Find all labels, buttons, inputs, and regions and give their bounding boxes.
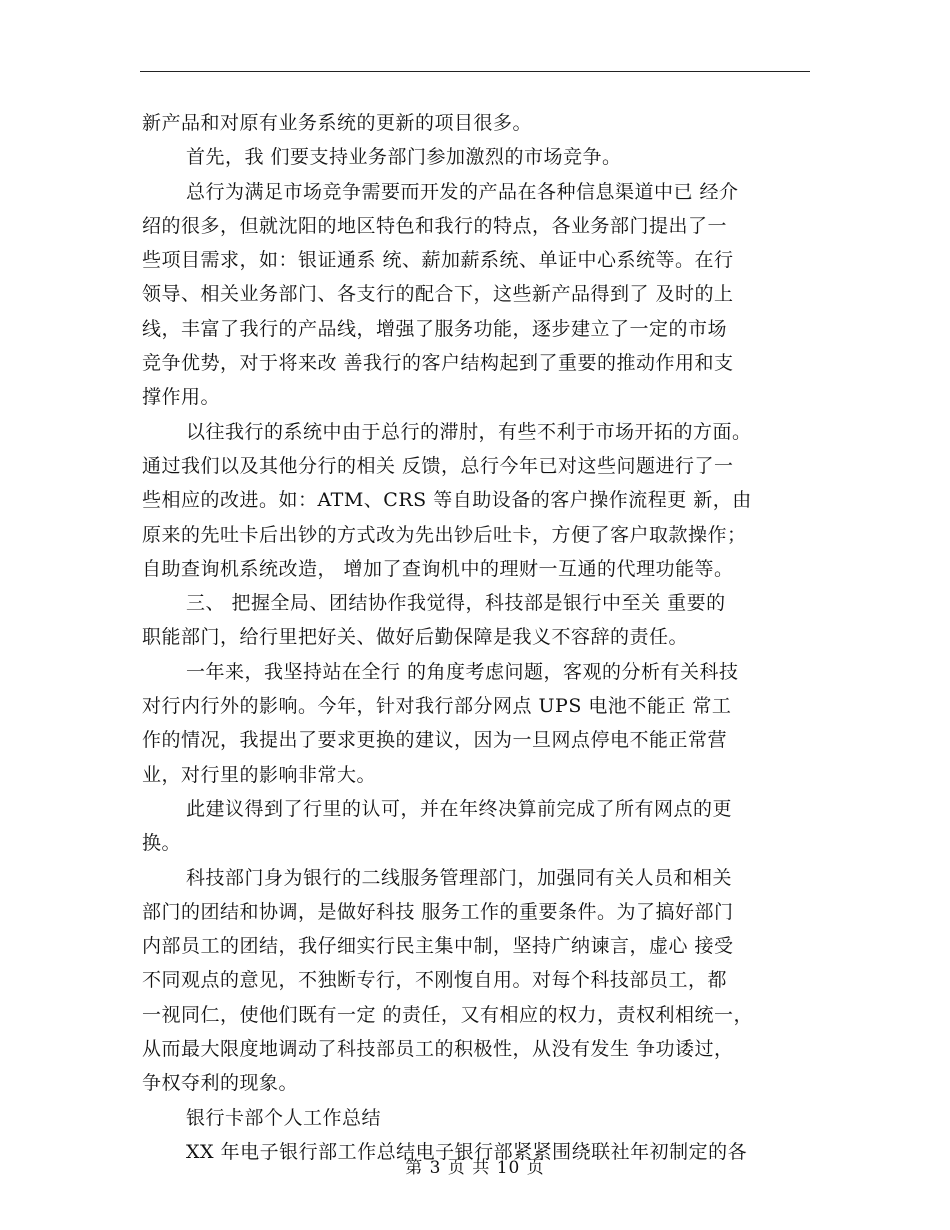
text-line: 业，对行里的影响非常大。 — [142, 763, 377, 786]
text-line: 不同观点的意见，不独断专行，不刚愎自用。对每个科技部员工，都 — [142, 969, 728, 992]
text-line: 从而最大限度地调动了科技部员工的积极性，从没有发生 争功诿过， — [142, 1038, 734, 1061]
text-line: 部门的团结和协调，是做好科技 服务工作的重要条件。为了搞好部门 — [142, 900, 734, 923]
text-line: 撑作用。 — [142, 386, 221, 409]
header-rule — [140, 71, 810, 72]
text-line: 总行为满足市场竞争需要而开发的产品在各种信息渠道中已 经介 — [186, 180, 739, 203]
text-line: 三、 把握全局、团结协作我觉得，科技部是银行中至关 重要的 — [186, 592, 726, 615]
text-line: 自助查询机系统改造， 增加了查询机中的理财一互通的代理功能等。 — [142, 557, 734, 580]
text-line: 作的情况，我提出了要求更换的建议，因为一旦网点停电不能正常营 — [142, 729, 728, 752]
text-line: 些项目需求，如：银证通系 统、薪加薪系统、单证中心系统等。在行 — [142, 249, 734, 272]
text-line: 对行内行外的影响。今年，针对我行部分网点 UPS 电池不能正 常工 — [142, 695, 732, 718]
text-line: 科技部门身为银行的二线服务管理部门，加强同有关人员和相关 — [186, 866, 733, 889]
text-line: 争权夺利的现象。 — [142, 1072, 299, 1095]
text-line: 一视同仁，使他们既有一定 的责任，又有相应的权力，责权利相统一， — [142, 1003, 754, 1026]
text-line: 原来的先吐卡后出钞的方式改为先出钞后吐卡，方便了客户取款操作； — [142, 523, 747, 546]
document-body — [142, 106, 812, 1169]
text-line: 些相应的改进。如：ATM、CRS 等自助设备的客户操作流程更 新，由 — [142, 489, 752, 512]
text-line: 首先，我 们要支持业务部门参加激烈的市场竞争。 — [186, 146, 622, 169]
text-line: 内部员工的团结，我仔细实行民主集中制，坚持广纳谏言，虚心 接受 — [142, 935, 734, 958]
page-footer: 第 3 页 共 10 页 — [405, 1158, 545, 1178]
text-line: 此建议得到了行里的认可，并在年终决算前完成了所有网点的更 — [186, 797, 733, 820]
text-line: 以往我行的系统中由于总行的滞肘，有些不利于市场开拓的方面。 — [186, 420, 752, 443]
text-line: 一年来，我坚持站在全行 的角度考虑问题，客观的分析有关科技 — [186, 660, 739, 683]
text-line: 职能部门，给行里把好关、做好后勤保障是我义不容辞的责任。 — [142, 626, 689, 649]
text-line: XX 年电子银行部工作总结电子银行部紧紧围绕联社年初制定的各 — [186, 1140, 748, 1163]
text-line: 通过我们以及其他分行的相关 反馈，总行今年已对这些问题进行了一 — [142, 454, 734, 477]
text-line: 绍的很多，但就沈阳的地区特色和我行的特点，各业务部门提出了一 — [142, 214, 728, 237]
text-line: 线，丰富了我行的产品线，增强了服务功能，逐步建立了一定的市场 — [142, 317, 728, 340]
text-line: 新产品和对原有业务系统的更新的项目很多。 — [142, 112, 533, 134]
text-line: 换。 — [142, 832, 182, 855]
text-line: 竞争优势，对于将来改 善我行的客户结构起到了重要的推动作用和支 — [142, 352, 734, 375]
text-line: 银行卡部个人工作总结 — [186, 1106, 382, 1129]
text-line: 领导、相关业务部门、各支行的配合下，这些新产品得到了 及时的上 — [142, 283, 734, 306]
